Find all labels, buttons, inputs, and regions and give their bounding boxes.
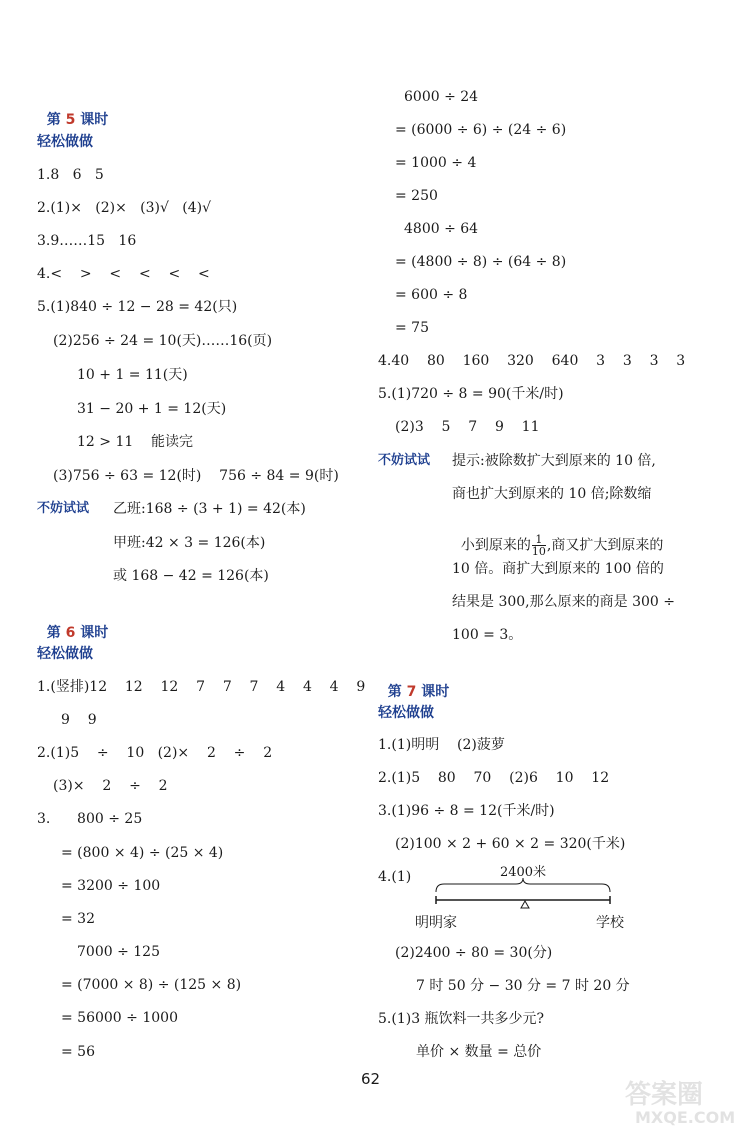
answer-7-4-2: (2)2400 ÷ 80 = 30(分)	[395, 945, 553, 961]
answer-5-5-1: 5.(1)840 ÷ 12 − 28 = 42(只)	[37, 299, 238, 315]
diagram-right-label: 学校	[596, 915, 624, 931]
answer-6-5-1: 5.(1)720 ÷ 8 = 90(千米/时)	[378, 386, 564, 402]
right-calc-3: = 1000 ÷ 4	[395, 155, 477, 171]
answer-5-5-2c: 31 − 20 + 1 = 12(天)	[77, 401, 227, 417]
right-calc-5: 4800 ÷ 64	[404, 221, 479, 237]
diagram-brace	[436, 878, 610, 892]
answer-6-1: 1.(竖排)12 12 12 7 7 7 4 4 4 9	[37, 679, 366, 695]
answer-5-4: 4.< > < < < <	[37, 266, 210, 282]
answer-6-3g: = 56000 ÷ 1000	[61, 1010, 178, 1026]
answer-6-3: 3. 800 ÷ 25	[37, 811, 143, 827]
easy-practice-heading-5: 轻松做做	[37, 134, 93, 150]
answer-7-5-1: 5.(1)3 瓶饮料一共多少元?	[378, 1011, 545, 1027]
try-it-5-b: 甲班:42 × 3 = 126(本)	[113, 535, 266, 551]
easy-practice-heading-7: 轻松做做	[378, 705, 434, 721]
try-it-5-c: 或 168 − 42 = 126(本)	[113, 568, 269, 584]
answer-7-3-2: (2)100 × 2 + 60 × 2 = 320(千米)	[395, 836, 626, 852]
lesson-5-heading: 第 5 课时	[46, 112, 109, 128]
try-it-6-a: 提示:被除数扩大到原来的 10 倍,	[452, 453, 656, 469]
answer-7-3-1: 3.(1)96 ÷ 8 = 12(千米/时)	[378, 803, 555, 819]
try-it-6-e: 结果是 300,那么原来的商是 300 ÷	[452, 594, 675, 610]
try-it-6-b: 商也扩大到原来的 10 倍;除数缩	[452, 486, 652, 502]
try-it-label-5: 不妨试试	[37, 501, 90, 516]
right-calc-7: = 600 ÷ 8	[395, 287, 468, 303]
try-it-6-d: 10 倍。商扩大到原来的 100 倍的	[452, 561, 664, 577]
answer-6-3h: = 56	[61, 1044, 95, 1060]
fraction-one-tenth: $\frac{1}{10}$	[531, 533, 546, 558]
answer-5-5-2b: 10 + 1 = 11(天)	[77, 367, 188, 383]
answer-6-4: 4.40 80 160 320 640 3 3 3 3	[378, 353, 686, 369]
answer-6-3e: 7000 ÷ 125	[77, 944, 160, 960]
right-calc-1: 6000 ÷ 24	[404, 89, 479, 105]
right-calc-6: = (4800 ÷ 8) ÷ (64 ÷ 8)	[395, 254, 567, 270]
answer-5-5-2: (2)256 ÷ 24 = 10(天)……16(页)	[53, 333, 273, 349]
right-calc-2: = (6000 ÷ 6) ÷ (24 ÷ 6)	[395, 122, 567, 138]
answer-6-3f: = (7000 × 8) ÷ (125 × 8)	[61, 977, 242, 993]
answer-6-3c: = 3200 ÷ 100	[61, 878, 161, 894]
answer-5-5-3: (3)756 ÷ 63 = 12(时) 756 ÷ 84 = 9(时)	[53, 468, 339, 484]
answer-7-4-1: 4.(1)	[378, 869, 412, 885]
answer-6-2: 2.(1)5 ÷ 10 (2)× 2 ÷ 2	[37, 745, 273, 761]
answer-5-3: 3.9……15 16	[37, 233, 137, 249]
answer-5-2: 2.(1)× (2)× (3)√ (4)√	[37, 200, 212, 216]
triangle-marker-icon	[521, 901, 529, 908]
lesson-6-heading: 第 6 课时	[46, 625, 109, 641]
answer-6-3b: = (800 × 4) ÷ (25 × 4)	[61, 845, 224, 861]
right-calc-8: = 75	[395, 320, 429, 336]
answer-6-3d: = 32	[61, 911, 95, 927]
try-it-5-a: 乙班:168 ÷ (3 + 1) = 42(本)	[113, 501, 306, 517]
answer-7-1: 1.(1)明明 (2)菠萝	[378, 737, 505, 753]
right-calc-4: = 250	[395, 188, 438, 204]
answer-5-1: 1.8 6 5	[37, 167, 104, 183]
answer-6-1b: 9 9	[61, 712, 97, 728]
page-number: 62	[361, 1070, 381, 1088]
watermark-url: MXQE.COM	[635, 1108, 736, 1127]
answer-7-5-2: 单价 × 数量 = 总价	[416, 1044, 542, 1060]
answer-6-2b: (3)× 2 ÷ 2	[53, 778, 168, 794]
answer-6-5-2: (2)3 5 7 9 11	[395, 419, 540, 435]
lesson-7-heading: 第 7 课时	[387, 684, 450, 700]
answer-7-2: 2.(1)5 80 70 (2)6 10 12	[378, 770, 610, 786]
try-it-label-6: 不妨试试	[378, 453, 431, 468]
try-it-6-f: 100 = 3。	[452, 627, 523, 643]
easy-practice-heading-6: 轻松做做	[37, 646, 93, 662]
try-it-6-c: 小到原来的 $\frac{1}{10}$ ,商又扩大到原来的	[460, 533, 664, 558]
diagram-total-label: 2400米	[499, 865, 547, 880]
answer-7-4-3: 7 时 50 分 − 30 分 = 7 时 20 分	[416, 978, 630, 994]
answer-5-5-2d: 12 > 11 能读完	[77, 434, 194, 450]
diagram-left-label: 明明家	[415, 915, 457, 931]
watermark-logo: 答案圈	[625, 1080, 704, 1110]
